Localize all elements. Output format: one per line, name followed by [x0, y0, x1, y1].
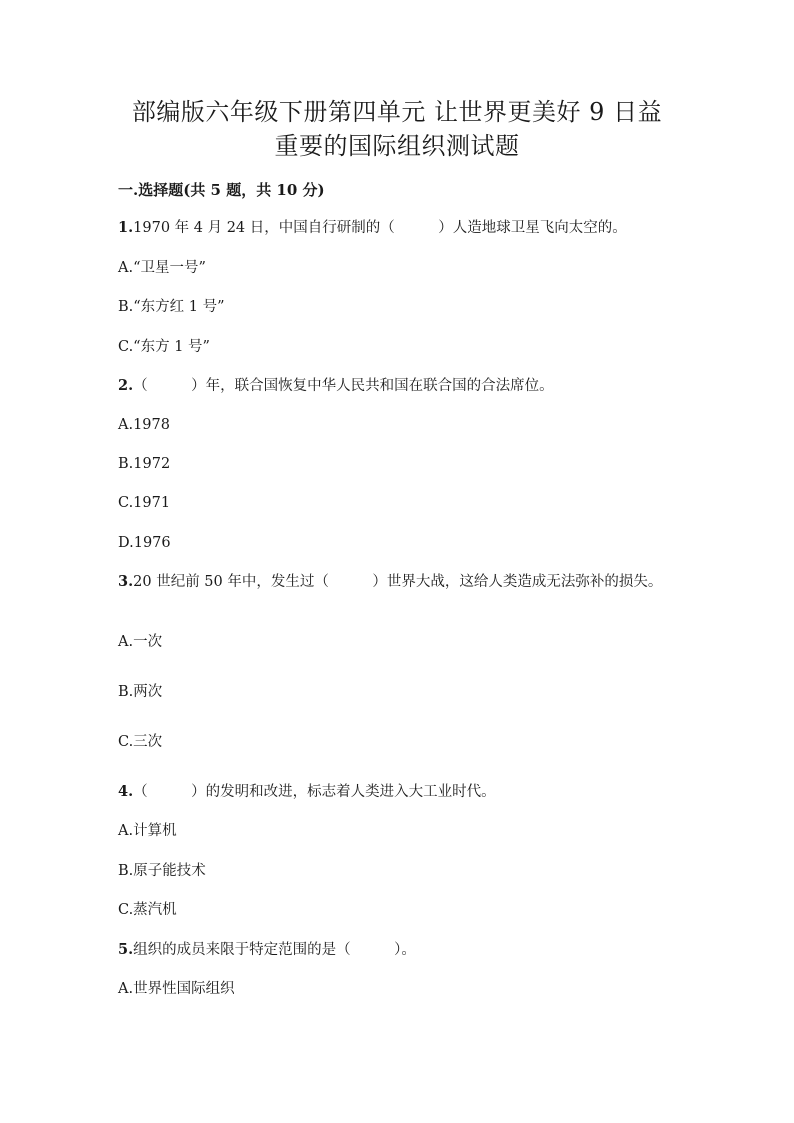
- question-number: 3.: [118, 573, 134, 590]
- question-stem: 组织的成员来限于特定范围的是（ ）。: [133, 942, 416, 958]
- question-2-option-a: A.1978: [118, 417, 170, 433]
- question-number: 5.: [118, 941, 134, 958]
- question-2-option-d: D.1976: [118, 535, 171, 551]
- question-1: [118, 218, 627, 238]
- question-4: [118, 782, 496, 802]
- question-stem: （ ）年，联合国恢复中华人民共和国在联合国的合法席位。: [133, 378, 554, 394]
- question-stem: （ ）的发明和改进，标志着人类进入大工业时代。: [133, 784, 496, 800]
- question-3: [118, 572, 678, 592]
- question-number: 4.: [118, 783, 134, 800]
- document-title-line-1: 部编版六年级下册第四单元 让世界更美好 9 日益: [131, 98, 663, 126]
- question-2-option-c: C.1971: [118, 495, 171, 511]
- question-4-option-c: C.蒸汽机: [118, 902, 177, 918]
- question-stem: 1970 年 4 月 24 日，中国自行研制的（ ）人造地球卫星飞向太空的。: [133, 220, 627, 236]
- question-2-option-b: B.1972: [118, 456, 171, 472]
- question-1-option-b: B.“东方红 1 号”: [118, 299, 225, 315]
- question-3-option-b: B.两次: [118, 684, 163, 700]
- question-3-option-c: C.三次: [118, 734, 163, 750]
- question-2: [118, 376, 554, 396]
- question-1-option-c: C.“东方 1 号”: [118, 339, 210, 355]
- question-4-option-b: B.原子能技术: [118, 863, 206, 879]
- question-5: [118, 940, 416, 960]
- question-3-option-a: A.一次: [118, 634, 163, 650]
- question-number: 1.: [118, 219, 134, 236]
- section-heading: 一.选择题(共 5 题，共 10 分): [118, 181, 325, 199]
- question-5-option-a: A.世界性国际组织: [118, 981, 235, 997]
- document-title-line-2: 重要的国际组织测试题: [274, 132, 520, 160]
- question-stem: 20 世纪前 50 年中，发生过（ ）世界大战，这给人类造成无法弥补的损失。: [133, 574, 663, 590]
- question-number: 2.: [118, 377, 134, 394]
- question-4-option-a: A.计算机: [118, 823, 177, 839]
- question-1-option-a: A.“卫星一号”: [118, 260, 206, 276]
